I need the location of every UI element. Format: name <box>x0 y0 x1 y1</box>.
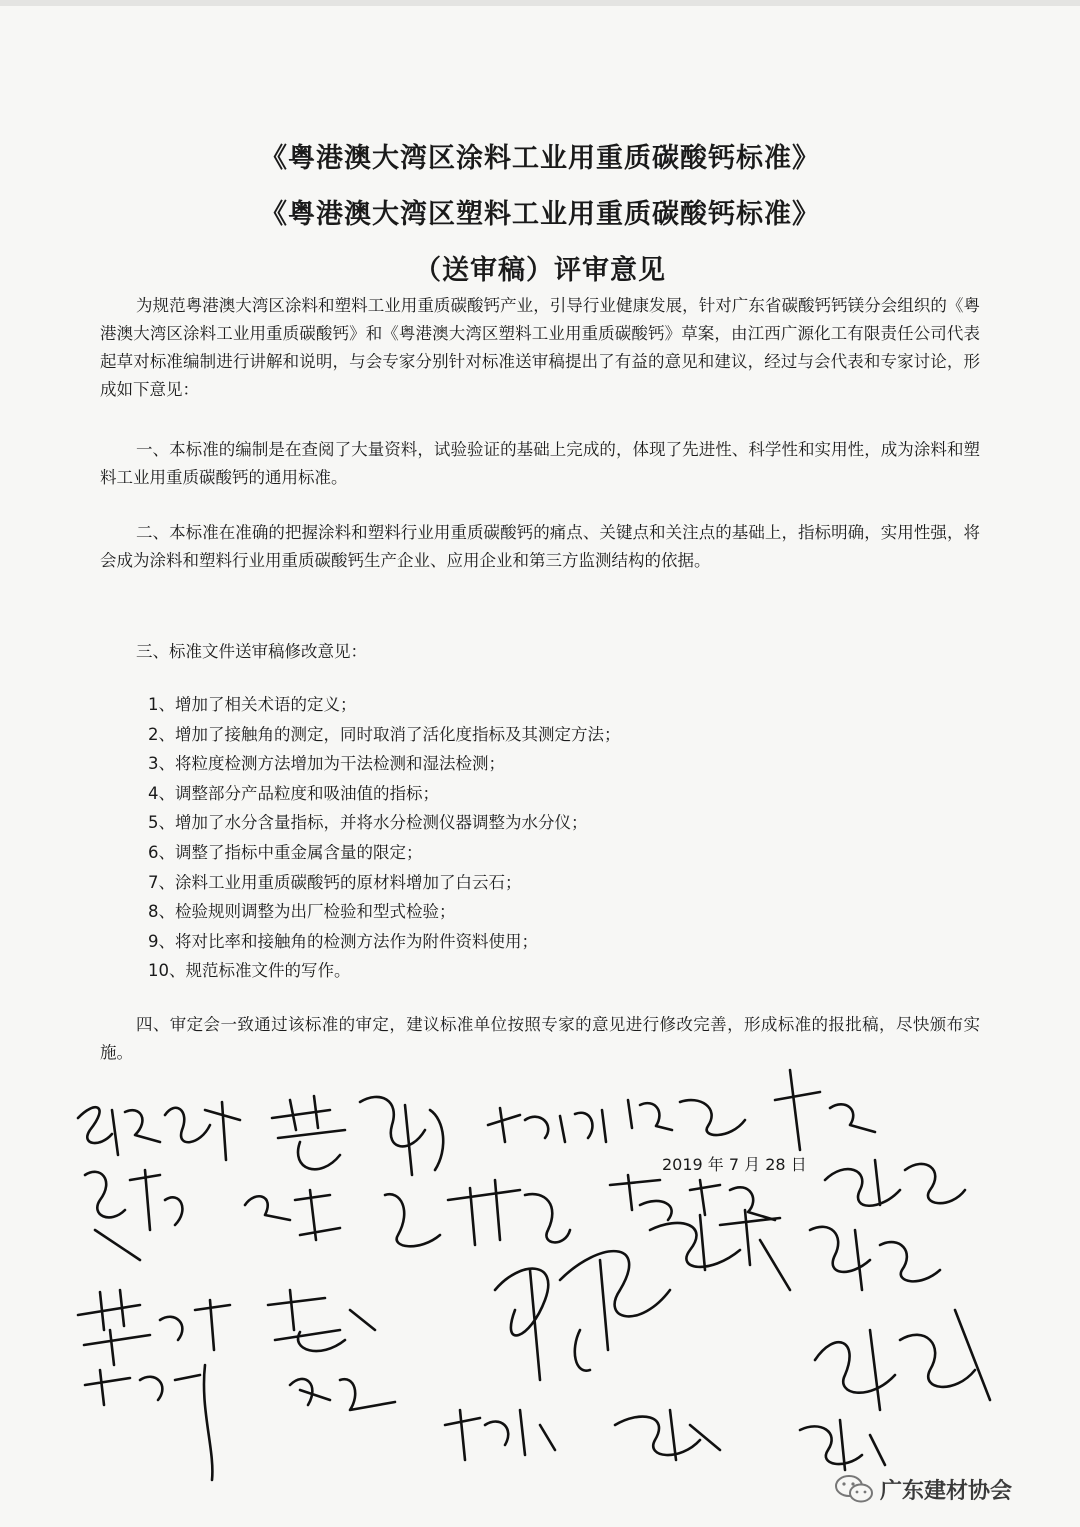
signing-date: 2019 年 7 月 28 日 <box>662 1155 807 1174</box>
signature-1 <box>78 1102 240 1160</box>
revision-item: 5、增加了水分含量指标，并将水分检测仪器调整为水分仪； <box>148 813 588 833</box>
revision-item: 1、增加了相关术语的定义； <box>148 695 357 714</box>
revision-item: 3、将粒度检测方法增加为干法检测和湿法检测； <box>148 754 505 774</box>
signature-10 <box>78 1290 230 1365</box>
signature-15 <box>650 1210 790 1290</box>
opinion-point-3-heading: 三、标准文件送审稿修改意见： <box>136 642 367 661</box>
signature-9 <box>825 1160 965 1206</box>
expert-signatures <box>0 1030 1080 1527</box>
signature-13 <box>290 1379 395 1410</box>
watermark-text: 广东建材协会 <box>880 1478 1013 1504</box>
wechat-bubble-icon <box>834 1472 874 1506</box>
revision-list <box>148 690 948 986</box>
signature-5 <box>85 1170 182 1260</box>
signature-17 <box>815 1310 990 1410</box>
signature-16 <box>810 1227 940 1290</box>
signature-3 <box>488 1100 745 1142</box>
revision-item: 10、规范标准文件的写作。 <box>148 961 351 981</box>
signature-4 <box>775 1070 875 1150</box>
signature-7 <box>385 1180 570 1246</box>
revision-item: 6、调整了指标中重金属含量的限定； <box>148 842 423 862</box>
signature-18 <box>445 1410 555 1460</box>
opinion-point-1: 一、本标准的编制是在查阅了大量资料，试验验证的基础上完成的，体现了先进性、科学性和实用性，成为涂料和塑料工业用重质碳酸钙的通用标准。 <box>100 440 980 487</box>
signature-6 <box>245 1190 340 1240</box>
signature-11 <box>268 1290 375 1351</box>
title-line-1: 《粤港澳大湾区涂料工业用重质碳酸钙标准》 <box>260 143 820 174</box>
opinion-point-4: 四、审定会一致通过该标准的审定，建议标准单位按照专家的意见进行修改完善，形成标准的报批稿，尽快颁布实施。 <box>100 1015 980 1062</box>
watermark <box>834 1472 1012 1506</box>
signature-8 <box>610 1175 775 1220</box>
signature-14 <box>495 1251 670 1380</box>
signature-2 <box>272 1096 443 1175</box>
signature-19 <box>615 1410 720 1460</box>
revision-item: 8、检验规则调整为出厂检验和型式检验； <box>148 902 456 922</box>
revision-item: 9、将对比率和接触角的检测方法作为附件资料使用； <box>148 931 538 951</box>
intro-paragraph: 为规范粤港澳大湾区涂料和塑料工业用重质碳酸钙产业，引导行业健康发展，针对广东省碳酸钙钙镁分会组织的《粤港澳大湾区涂料工业用重质碳酸钙》和《粤港澳大湾区塑料工业用重质碳酸钙》草案，由江西广源化工有限责任公司代表起草对标准编制进行讲解和说明，与会专家分别针对标准送审稿提出了有益的意见和建议，经过与会代表和专家讨论，形成如下意见： <box>100 296 980 399</box>
revision-item: 2、增加了接触角的测定，同时取消了活化度指标及其测定方法； <box>148 724 621 744</box>
opinion-point-2: 二、本标准在准确的把握涂料和塑料行业用重质碳酸钙的痛点、关键点和关注点的基础上，指标明确，实用性强，将会成为涂料和塑料行业用重质碳酸钙生产企业、应用企业和第三方监测结构的依据。 <box>100 523 980 570</box>
title-line-3: （送审稿）评审意见 <box>414 255 666 286</box>
title-line-2: 《粤港澳大湾区塑料工业用重质碳酸钙标准》 <box>260 199 820 230</box>
signature-12 <box>85 1365 212 1480</box>
revision-item: 4、调整部分产品粒度和吸油值的指标； <box>148 783 439 803</box>
signature-20 <box>800 1420 885 1470</box>
revision-item: 7、涂料工业用重质碳酸钙的原材料增加了白云石； <box>148 872 522 892</box>
